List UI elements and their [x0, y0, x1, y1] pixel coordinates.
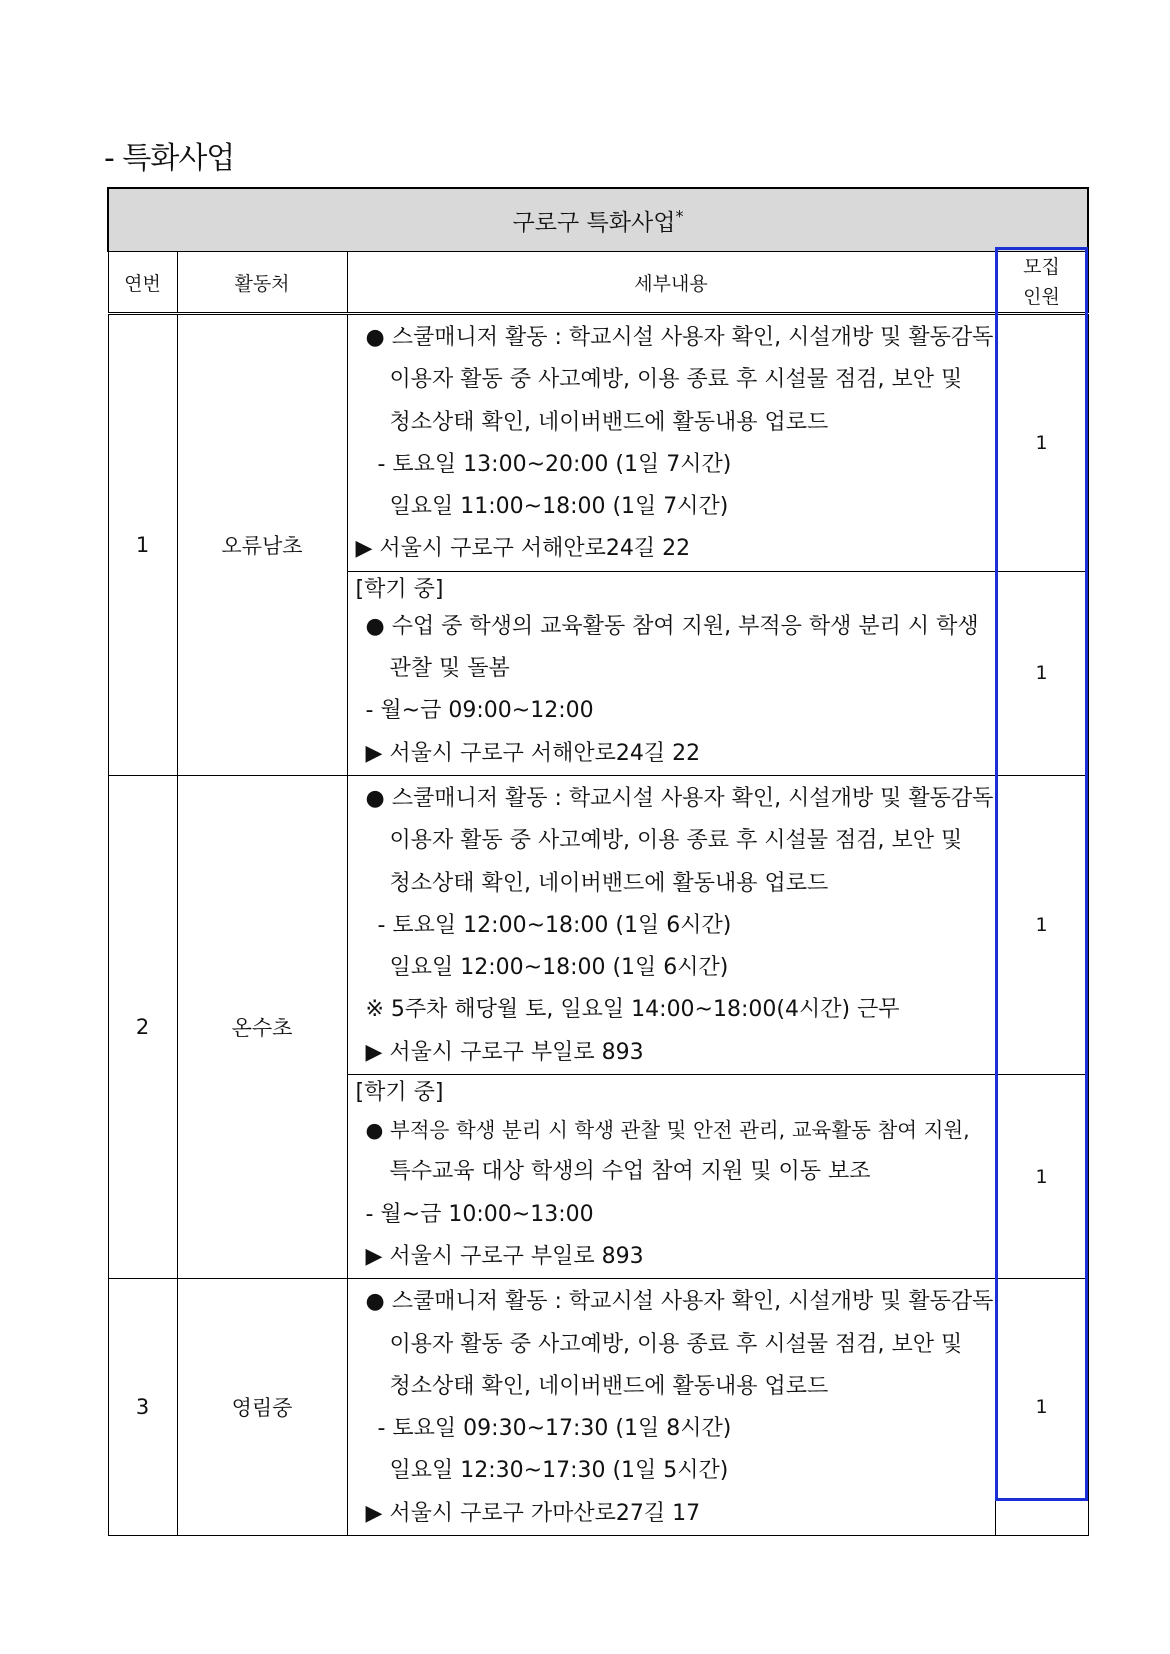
detail-block: [347, 775, 995, 1074]
row-no: 3: [108, 1279, 177, 1536]
row-place: 영림중: [177, 1279, 347, 1536]
detail-line: - 월~금 09:00~12:00: [365, 698, 594, 724]
detail-address: ▶ 서울시 구로구 부일로 893: [365, 1039, 644, 1065]
detail-address: ▶ 서울시 구로구 부일로 893: [365, 1243, 644, 1269]
detail-line: 청소상태 확인, 네이버밴드에 활동내용 업로드: [389, 1373, 829, 1399]
detail-line: 일요일 12:30~17:30 (1일 5시간): [389, 1458, 729, 1484]
detail-line: 이용자 활동 중 사고예방, 이용 종료 후 시설물 점검, 보안 및: [389, 1331, 963, 1357]
detail-line: ● 스쿨매니저 활동 : 학교시설 사용자 확인, 시설개방 및 활동감독: [365, 1289, 994, 1315]
detail-line: 청소상태 확인, 네이버밴드에 활동내용 업로드: [389, 870, 829, 896]
recruit-count: 1: [995, 1075, 1088, 1279]
detail-line: - 월~금 10:00~13:00: [365, 1201, 594, 1227]
detail-line: 관찰 및 돌봄: [389, 656, 510, 682]
row-no: 1: [108, 314, 177, 776]
recruit-count: 1: [995, 1279, 1088, 1536]
recruit-count: 1: [995, 314, 1088, 572]
detail-line: 일요일 11:00~18:00 (1일 7시간): [389, 494, 729, 520]
row-no: 2: [108, 775, 177, 1278]
detail-block: [347, 571, 995, 775]
detail-period: [학기 중]: [355, 576, 444, 602]
header-no: 연번: [108, 252, 177, 314]
specialized-projects-table: [107, 187, 1089, 1536]
row-place: 온수초: [177, 775, 347, 1278]
recruit-count: 1: [995, 775, 1088, 1074]
detail-note: ※ 5주차 해당월 토, 일요일 14:00~18:00(4시간) 근무: [365, 997, 900, 1023]
detail-address: ▶ 서울시 구로구 서해안로24길 22: [365, 740, 701, 766]
header-recruit-bottom: 인원: [1023, 286, 1060, 308]
header-recruit-top: 모집: [1023, 256, 1060, 278]
detail-line: 이용자 활동 중 사고예방, 이용 종료 후 시설물 점검, 보안 및: [389, 367, 963, 393]
detail-line: - 토요일 13:00~20:00 (1일 7시간): [377, 451, 732, 477]
table-row: [108, 1279, 1088, 1536]
table-row: [108, 314, 1088, 572]
section-title: - 특화사업: [104, 141, 235, 176]
header-place: 활동처: [177, 252, 347, 314]
detail-line: ● 스쿨매니저 활동 : 학교시설 사용자 확인, 시설개방 및 활동감독: [365, 785, 994, 811]
detail-line: 이용자 활동 중 사고예방, 이용 종료 후 시설물 점검, 보안 및: [389, 828, 963, 854]
table-header-row: [108, 252, 1088, 314]
header-recruit: [995, 252, 1088, 314]
detail-line: 청소상태 확인, 네이버밴드에 활동내용 업로드: [389, 409, 829, 435]
detail-line: - 토요일 12:00~18:00 (1일 6시간): [377, 912, 732, 938]
detail-line: ● 수업 중 학생의 교육활동 참여 지원, 부적응 학생 분리 시 학생: [365, 613, 979, 639]
detail-line: ● 스쿨매니저 활동 : 학교시설 사용자 확인, 시설개방 및 활동감독: [365, 325, 994, 350]
row-place: 오류남초: [177, 314, 347, 776]
table-title: [108, 188, 1088, 252]
title-mark: *: [675, 205, 684, 225]
table-row: [108, 775, 1088, 1074]
table-title-text: 구로구 특화사업: [512, 209, 676, 236]
detail-address: ▶ 서울시 구로구 가마산로27길 17: [365, 1500, 701, 1526]
detail-block: [347, 1279, 995, 1536]
detail-line: 특수교육 대상 학생의 수업 참여 지원 및 이동 보조: [389, 1159, 871, 1185]
detail-line: - 토요일 09:30~17:30 (1일 8시간): [377, 1416, 732, 1442]
detail-address: ▶ 서울시 구로구 서해안로24길 22: [355, 536, 691, 562]
detail-period: [학기 중]: [355, 1080, 444, 1106]
table-title-row: [108, 188, 1088, 252]
header-details: 세부내용: [347, 252, 995, 314]
detail-line: ● 부적응 학생 분리 시 학생 관찰 및 안전 관리, 교육활동 참여 지원,: [365, 1118, 970, 1143]
detail-block: [347, 314, 995, 572]
detail-line: 일요일 12:00~18:00 (1일 6시간): [389, 955, 729, 981]
detail-block: [347, 1075, 995, 1279]
recruit-count: 1: [995, 571, 1088, 775]
